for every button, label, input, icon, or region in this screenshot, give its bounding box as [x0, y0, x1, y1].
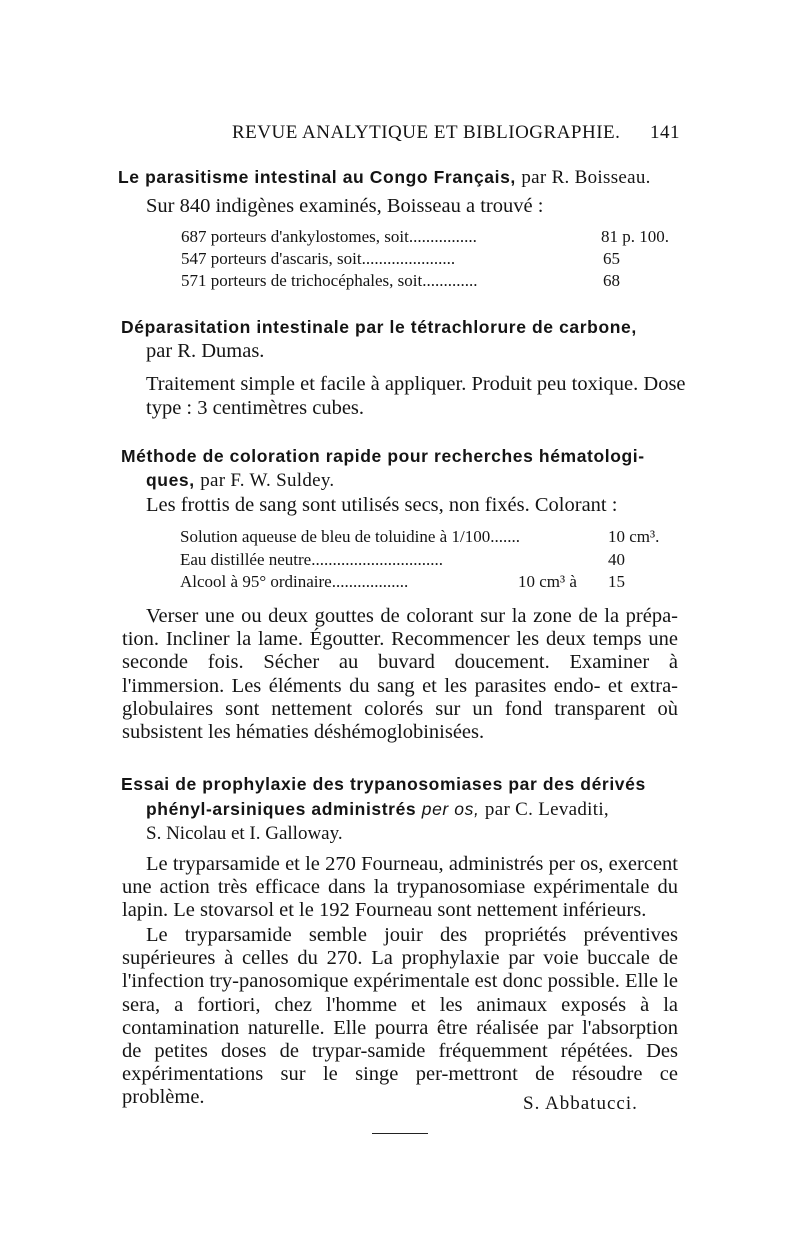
- row-value: 10 cm³.: [608, 527, 660, 546]
- article4-title-italic: per os,: [421, 799, 480, 819]
- article1-title: Le parasitisme intestinal au Congo Français,: [118, 167, 516, 187]
- article3-title: Méthode de coloration rapide pour recherches hématologi-: [121, 446, 645, 466]
- row-label: 687 porteurs d'ankylostomes, soit................: [181, 227, 477, 246]
- article3-byline: par F. W. Suldey.: [200, 470, 335, 491]
- article1-byline: par R. Boisseau.: [521, 167, 651, 188]
- article3-intro: Les frottis de sang sont utilisés secs, non fixés. Colorant :: [146, 494, 618, 516]
- article4-paragraph-2: Le tryparsamide semble jouir des propriétés préventives supérieures à celles du 270. La prophylaxie par voie buccale de l'infection try-panosomique expérimentale est donc possible. Elle le sera, a fortiori, chez l'homme et les animaux exposés à la contamination naturelle. Elle pourra être réalisée par l'absorption de petites doses de trypar-samide fréquemment répétées. Des expérimentations sur le singe per-mettront de résoudre ce problème.: [122, 924, 678, 1109]
- running-title: REVUE ANALYTIQUE ET BIBLIOGRAPHIE.: [232, 122, 621, 143]
- article1-title-line: [118, 167, 651, 189]
- article3-title-line2: [146, 470, 334, 492]
- article4-title: Essai de prophylaxie des trypanosomiases par des dérivés: [121, 774, 646, 794]
- row-label: Solution aqueuse de bleu de toluidine à 1/100.......: [180, 527, 520, 546]
- table-row: [180, 526, 680, 548]
- article2-title: Déparasitation intestinale par le tétrachlorure de carbone,: [121, 317, 637, 337]
- page-header: [120, 122, 680, 152]
- article2-text-line: type : 3 centimètres cubes.: [146, 397, 365, 419]
- row-value: 40: [608, 550, 625, 569]
- article4-byline: par C. Levaditi,: [484, 799, 609, 820]
- row-label: Alcool à 95° ordinaire..................: [180, 572, 409, 591]
- article4-paragraph-1: Le tryparsamide et le 270 Fourneau, administrés per os, exercent une action très efficace dans la trypanosomiase expérimentale du lapin. Le stovarsol et le 192 Fourneau sont nettement inférieurs.: [122, 853, 678, 922]
- article3-paragraph: Verser une ou deux gouttes de colorant sur la zone de la prépa-tion. Incliner la lame. Égoutter. Recommencer les deux temps une seconde fois. Sécher au buvard doucement. Examiner à l'immersion. Les éléments du sang et les parasites endo- et extra-globulaires sont nettement colorés sur un fond transparent où subsistent les hématies déshémoglobinisées.: [122, 605, 678, 744]
- table-row: [181, 248, 681, 270]
- table-row: [180, 549, 680, 571]
- row-value: 68: [603, 271, 620, 290]
- article4-authors: S. Nicolau et I. Galloway.: [146, 823, 343, 844]
- article4-title-line2: [146, 799, 609, 821]
- table-row: [181, 270, 681, 292]
- article2-byline: par R. Dumas.: [146, 340, 265, 362]
- row-mid-value: 10 cm³ à: [518, 572, 577, 591]
- table-row: [181, 226, 681, 248]
- row-label: 547 porteurs d'ascaris, soit......................: [181, 249, 456, 268]
- article1-intro: Sur 840 indigènes examinés, Boisseau a trouvé :: [146, 195, 544, 217]
- article4-signature: S. Abbatucci.: [523, 1093, 638, 1114]
- table-row: [180, 571, 680, 593]
- article2-text-line: Traitement simple et facile à appliquer. Produit peu toxique. Dose: [146, 373, 686, 395]
- article4-title-cont: phényl-arsiniques administrés: [146, 799, 417, 819]
- row-value: 65: [603, 249, 620, 268]
- row-label: 571 porteurs de trichocéphales, soit.............: [181, 271, 478, 290]
- row-value: 15: [608, 572, 625, 591]
- article3-title-end: ques,: [146, 470, 195, 490]
- end-rule: [372, 1133, 428, 1134]
- row-label: Eau distillée neutre...............................: [180, 550, 443, 569]
- row-value: 81 p. 100.: [601, 227, 669, 246]
- page-number: 141: [650, 122, 680, 143]
